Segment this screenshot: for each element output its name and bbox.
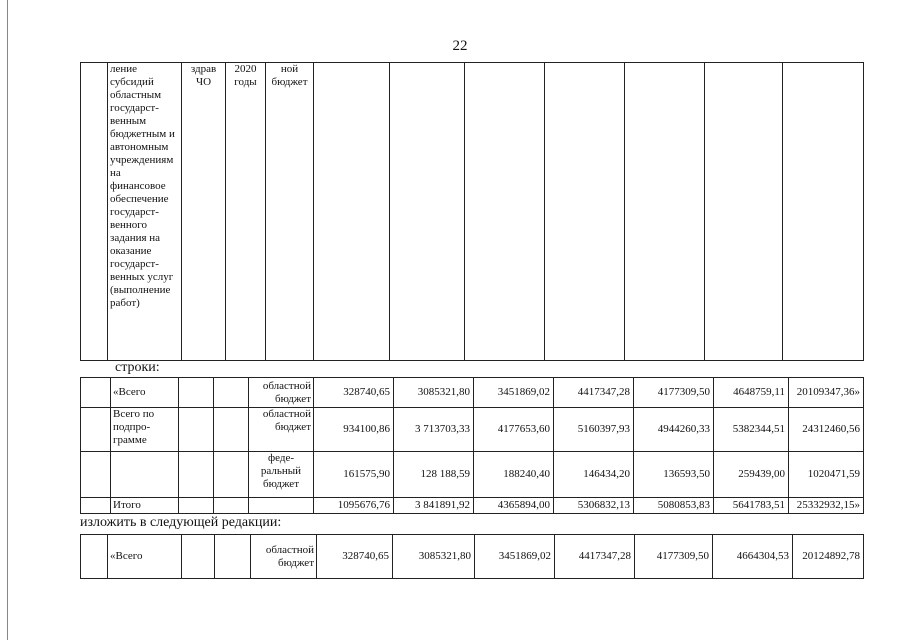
budget-source: областной бюджет bbox=[249, 378, 314, 408]
top-table-cell-empty bbox=[390, 63, 465, 361]
value-cell: 188240,40 bbox=[474, 452, 554, 498]
top-table-cell-source: ной бюджет bbox=[266, 63, 314, 361]
old-rows-table bbox=[80, 377, 864, 514]
top-table-cell-empty bbox=[465, 63, 545, 361]
top-table-cell-number bbox=[81, 63, 108, 361]
value-cell: 328740,65 bbox=[314, 378, 394, 408]
value-cell: 4648759,11 bbox=[714, 378, 789, 408]
value-cell: 4417347,28 bbox=[554, 378, 634, 408]
value-cell: 161575,90 bbox=[314, 452, 394, 498]
table-row bbox=[81, 452, 864, 498]
budget-source: областной бюджет bbox=[251, 535, 317, 579]
row-label: «Всего bbox=[108, 535, 182, 579]
top-table bbox=[80, 62, 864, 361]
budget-source: феде-ральный бюджет bbox=[249, 452, 314, 498]
label-old-rows: строки: bbox=[115, 360, 160, 375]
value-cell: 20109347,36» bbox=[789, 378, 864, 408]
value-cell: 4177309,50 bbox=[635, 535, 713, 579]
value-cell: 4664304,53 bbox=[713, 535, 793, 579]
row-label bbox=[111, 452, 179, 498]
top-table-cell-empty bbox=[545, 63, 625, 361]
value-cell: 3085321,80 bbox=[393, 535, 475, 579]
table-row bbox=[81, 408, 864, 452]
value-cell: 4417347,28 bbox=[555, 535, 635, 579]
value-cell: 3 713703,33 bbox=[394, 408, 474, 452]
row-label: «Всего bbox=[111, 378, 179, 408]
value-cell: 4177653,60 bbox=[474, 408, 554, 452]
row-label: Всего по подпро-грамме bbox=[111, 408, 179, 452]
row-label: Итого bbox=[111, 498, 179, 514]
value-cell: 328740,65 bbox=[317, 535, 393, 579]
new-row-table bbox=[80, 534, 864, 579]
value-cell: 128 188,59 bbox=[394, 452, 474, 498]
top-table-cell-empty bbox=[783, 63, 864, 361]
budget-source bbox=[249, 498, 314, 514]
value-cell: 5160397,93 bbox=[554, 408, 634, 452]
top-table-cell-empty bbox=[314, 63, 390, 361]
value-cell: 3 841891,92 bbox=[394, 498, 474, 514]
value-cell: 1095676,76 bbox=[314, 498, 394, 514]
top-table-cell-empty bbox=[705, 63, 783, 361]
value-cell: 5382344,51 bbox=[714, 408, 789, 452]
value-cell: 146434,20 bbox=[554, 452, 634, 498]
top-table-cell-executor: здрав ЧО bbox=[182, 63, 226, 361]
value-cell: 5306832,13 bbox=[554, 498, 634, 514]
value-cell: 4944260,33 bbox=[634, 408, 714, 452]
table-row bbox=[81, 535, 864, 579]
table-row-total bbox=[81, 498, 864, 514]
value-cell: 3085321,80 bbox=[394, 378, 474, 408]
value-cell: 1020471,59 bbox=[789, 452, 864, 498]
top-table-cell-description: ление субсидий областным государст-венным бюджетным и автономным учреждениям на финансовое обеспечение государст-венного задания на оказание государст-венных услуг (выполнение работ) bbox=[108, 63, 182, 361]
value-cell: 136593,50 bbox=[634, 452, 714, 498]
value-cell: 3451869,02 bbox=[474, 378, 554, 408]
top-table-cell-empty bbox=[625, 63, 705, 361]
value-cell: 20124892,78 bbox=[793, 535, 864, 579]
value-cell: 934100,86 bbox=[314, 408, 394, 452]
budget-source: областной бюджет bbox=[249, 408, 314, 452]
top-table-cell-period: 2020 годы bbox=[226, 63, 266, 361]
page-margin-line bbox=[7, 0, 8, 640]
table-row bbox=[81, 378, 864, 408]
value-cell: 5641783,51 bbox=[714, 498, 789, 514]
value-cell: 5080853,83 bbox=[634, 498, 714, 514]
value-cell: 4365894,00 bbox=[474, 498, 554, 514]
page-number: 22 bbox=[452, 38, 468, 54]
value-cell: 3451869,02 bbox=[475, 535, 555, 579]
value-cell: 24312460,56 bbox=[789, 408, 864, 452]
value-cell: 25332932,15» bbox=[789, 498, 864, 514]
label-new-edition: изложить в следующей редакции: bbox=[80, 515, 282, 530]
value-cell: 259439,00 bbox=[714, 452, 789, 498]
value-cell: 4177309,50 bbox=[634, 378, 714, 408]
